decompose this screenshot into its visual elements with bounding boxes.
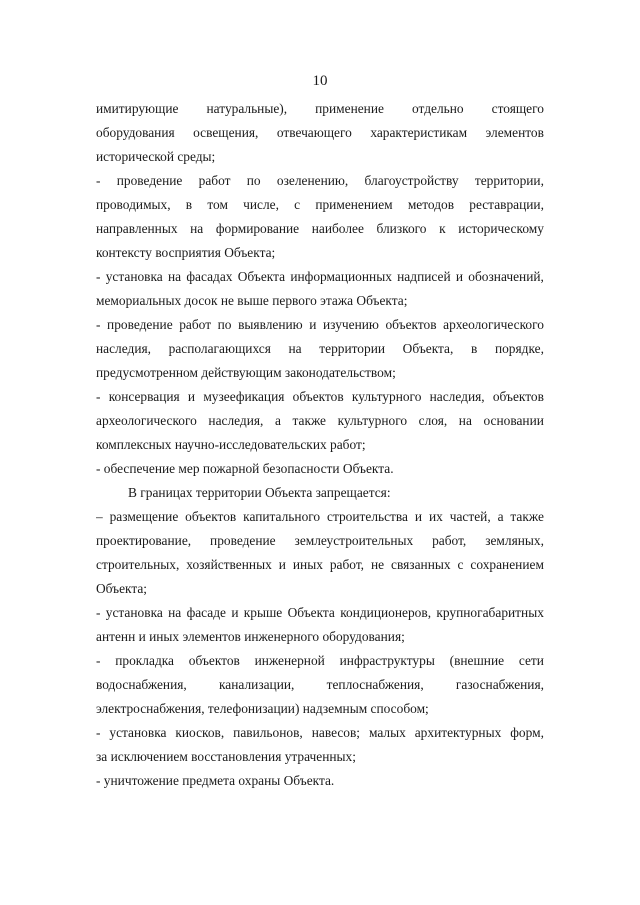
text-line [96, 123, 544, 143]
word: наследия, [208, 413, 264, 428]
word: сохранением [470, 557, 544, 572]
word: – [96, 509, 103, 524]
word: прокладка [115, 653, 174, 668]
page-number: 10 [312, 73, 328, 89]
text-line: за исключением восстановления утраченных; [96, 749, 356, 764]
text-line: контексту восприятия Объекта; [96, 245, 276, 260]
word: обозначений, [468, 269, 544, 284]
text-line: антенн и иных элементов инженерного оборудования; [96, 629, 405, 644]
word: - [96, 317, 101, 332]
word: по [217, 317, 232, 332]
word: формирование [215, 221, 300, 236]
word: применение [315, 101, 384, 116]
word: с [294, 197, 301, 212]
word: озеленению, [276, 173, 349, 188]
word: числе, [243, 197, 279, 212]
word: на [288, 341, 302, 356]
word: установка [105, 269, 163, 284]
word: и [278, 557, 286, 572]
word: работ [179, 317, 212, 332]
word: основании [483, 413, 544, 428]
word: историческому [458, 221, 544, 236]
word: натуральные), [206, 101, 288, 116]
word: их [428, 509, 443, 524]
text-line: - обеспечение мер пожарной безопасности Объекта. [96, 461, 394, 476]
word: территории [319, 341, 386, 356]
text-line: комплексных научно-исследовательских работ; [96, 437, 366, 452]
word: стоящего [491, 101, 544, 116]
word: консервация [108, 389, 180, 404]
word: киосков, [175, 725, 225, 740]
word: том [207, 197, 228, 212]
word: и [231, 605, 239, 620]
word: инженерной [254, 653, 325, 668]
word: строительства [327, 509, 409, 524]
word: иных [292, 557, 323, 572]
word: объектов [385, 317, 437, 332]
word: Объекта [237, 269, 286, 284]
word: проведение [107, 317, 173, 332]
word: с [457, 557, 464, 572]
text-line: Объекта; [96, 581, 148, 596]
text-line [96, 411, 544, 431]
word: частей, [449, 509, 491, 524]
word: методов [407, 197, 455, 212]
word: и [187, 389, 196, 404]
word: близкого [376, 221, 427, 236]
word: размещение [109, 509, 179, 524]
word: Объекта, [402, 341, 454, 356]
text-line [96, 651, 544, 671]
word: установка [105, 605, 163, 620]
text-line [96, 387, 544, 407]
word: крыше [243, 605, 283, 620]
text-line [96, 315, 544, 335]
word: наследия, [96, 341, 151, 356]
word: на [190, 221, 204, 236]
word: наиболее [311, 221, 364, 236]
word: на [168, 269, 182, 284]
word: фасадах [186, 269, 233, 284]
word: строительных, [96, 557, 180, 572]
word: располагающихся [168, 341, 271, 356]
word: крупногабаритных [436, 605, 544, 620]
word: на [458, 413, 472, 428]
word: землеустроительных [294, 533, 414, 548]
word: освещения, [193, 125, 259, 140]
word: объектов [188, 653, 240, 668]
word: элементов [485, 125, 544, 140]
word: в [185, 197, 193, 212]
word: отдельно [412, 101, 464, 116]
word: хозяйственных [186, 557, 272, 572]
word: - [96, 653, 101, 668]
word: надписей [397, 269, 451, 284]
word: - [96, 269, 101, 284]
word: - [96, 389, 101, 404]
word: изучению [323, 317, 379, 332]
word: Объекта [287, 605, 335, 620]
word: проектирование, [96, 533, 192, 548]
word: объектов [492, 389, 544, 404]
word: проведение [116, 173, 183, 188]
word: канализации, [219, 677, 295, 692]
text-line [96, 507, 544, 527]
word: - [96, 173, 101, 188]
word: в [470, 341, 478, 356]
text-line [96, 195, 544, 215]
word: также [292, 413, 326, 428]
word: археологического [96, 413, 197, 428]
word: отвечающего [276, 125, 352, 140]
word: форм, [510, 725, 544, 740]
word: наследия, [429, 389, 485, 404]
word: также [510, 509, 544, 524]
word: благоустройству [364, 173, 459, 188]
text-line [96, 555, 544, 575]
word: павильонов, [233, 725, 303, 740]
word: и [309, 317, 317, 332]
word: археологического [443, 317, 544, 332]
word: характеристикам [370, 125, 468, 140]
word: капитального [243, 509, 321, 524]
word: а [274, 413, 281, 428]
word: инфраструктуры [339, 653, 435, 668]
word: кондиционеров, [340, 605, 432, 620]
word: применением [315, 197, 393, 212]
word: навесов; [311, 725, 361, 740]
word: объектов [292, 389, 344, 404]
text-line [96, 531, 544, 551]
word: архитектурных [414, 725, 502, 740]
text-line [96, 99, 544, 119]
word: выявлению [238, 317, 303, 332]
word: по [246, 173, 261, 188]
text-line: - уничтожение предмета охраны Объекта. [96, 773, 335, 788]
text-line [96, 675, 544, 695]
word: оборудования [96, 125, 175, 140]
word: проводимых, [96, 197, 171, 212]
word: сети [518, 653, 544, 668]
text-line: предусмотренном действующим законодательством; [96, 365, 396, 380]
text-line [96, 171, 544, 191]
word: к [439, 221, 446, 236]
text-line [96, 603, 544, 623]
word: слоя, [418, 413, 448, 428]
word: (внешние [449, 653, 505, 668]
word: - [96, 605, 101, 620]
word: водоснабжения, [96, 677, 187, 692]
word: на [168, 605, 182, 620]
text-line: электроснабжения, телефонизации) надземным способом; [96, 701, 429, 716]
word: работ [198, 173, 231, 188]
word: связанных [391, 557, 451, 572]
word: газоснабжения, [455, 677, 544, 692]
word: реставрации, [469, 197, 544, 212]
word: проведение [210, 533, 276, 548]
word: и [414, 509, 423, 524]
word: направленных [96, 221, 178, 236]
text-line [96, 219, 544, 239]
word: малых [368, 725, 406, 740]
word: работ, [432, 533, 467, 548]
word: культурного [351, 389, 422, 404]
word: работ, [329, 557, 365, 572]
word: установка [109, 725, 167, 740]
text-line [96, 339, 544, 359]
word: объектов [185, 509, 237, 524]
word: информационных [290, 269, 392, 284]
word: теплоснабжения, [326, 677, 424, 692]
text-line: В границах территории Объекта запрещается: [128, 485, 391, 500]
word: - [96, 725, 101, 740]
word: территории, [474, 173, 544, 188]
word: земляных, [485, 533, 544, 548]
word: порядке, [494, 341, 544, 356]
word: не [370, 557, 385, 572]
text-line [96, 723, 544, 743]
word: имитирующие [96, 101, 179, 116]
text-line: исторической среды; [96, 149, 216, 164]
word: музеефикация [203, 389, 285, 404]
text-line [96, 267, 544, 287]
word: а [497, 509, 504, 524]
word: и [455, 269, 464, 284]
text-line: мемориальных досок не выше первого этажа Объекта; [96, 293, 408, 308]
word: фасаде [186, 605, 226, 620]
word: культурного [337, 413, 408, 428]
